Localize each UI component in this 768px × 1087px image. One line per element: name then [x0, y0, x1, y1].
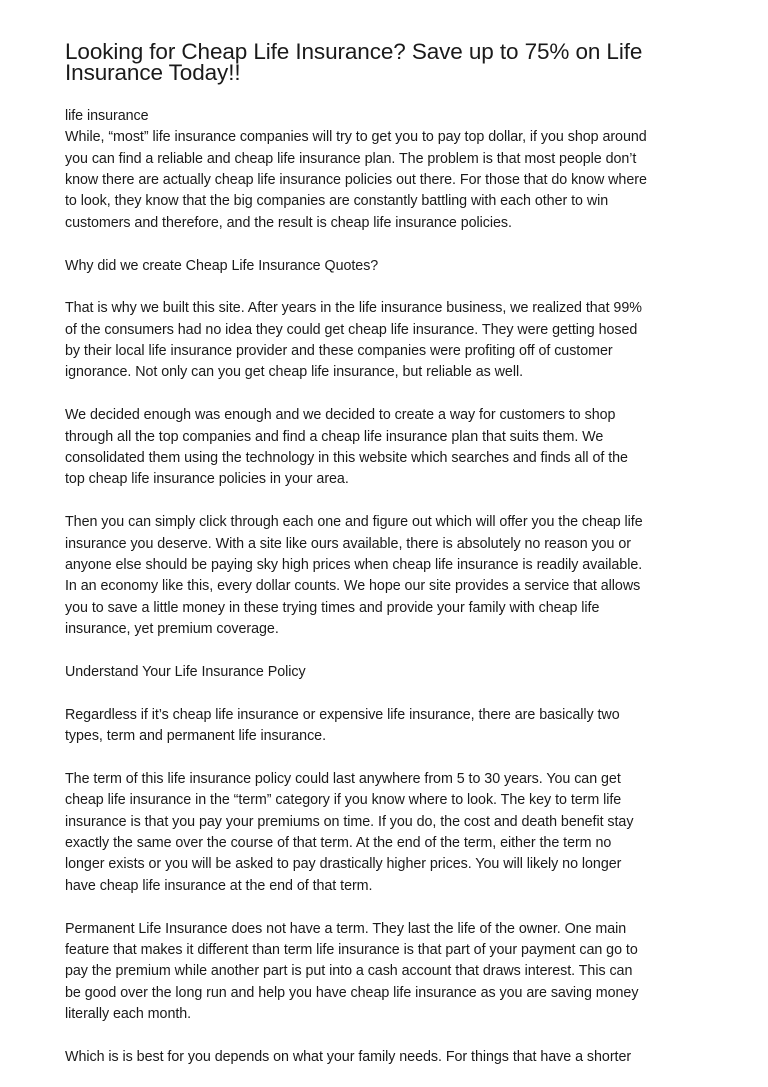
title-line: Looking for Cheap Life Insurance? Save up to 75% on Life [65, 39, 643, 64]
paragraph-spacer [65, 683, 710, 704]
text-line: anyone else should be paying sky high prices when cheap life insurance is readily available. [65, 556, 643, 573]
paragraph-spacer [65, 641, 710, 662]
paragraph [65, 512, 710, 640]
text-line: Permanent Life Insurance does not have a term. They last the life of the owner. One main [65, 920, 627, 937]
text-line: literally each month. [65, 1006, 192, 1023]
text-line: to look, they know that the big companies are constantly battling with each other to win [65, 193, 609, 210]
text-line: feature that makes it different than term life insurance is that part of your payment can go to [65, 942, 638, 959]
text-line: be good over the long run and help you have cheap life insurance as you are saving money [65, 984, 639, 1001]
paragraph-spacer [65, 748, 710, 769]
text-line: life insurance [65, 107, 149, 124]
text-line: through all the top companies and find a cheap life insurance plan that suits them. We [65, 428, 604, 445]
text-line: exactly the same over the course of that term. At the end of the term, either the term no [65, 835, 612, 852]
text-line: consolidated them using the technology in this website which searches and finds all of the [65, 450, 628, 467]
text-line: by their local life insurance provider and these companies were profiting off of customer [65, 343, 613, 360]
text-line: Regardless if it’s cheap life insurance or expensive life insurance, there are basically two [65, 706, 620, 723]
paragraph [65, 705, 710, 748]
text-line: While, “most” life insurance companies will try to get you to pay top dollar, if you shop around [65, 129, 647, 146]
text-line: you to save a little money in these trying times and provide your family with cheap life [65, 599, 600, 616]
text-line: know there are actually cheap life insurance policies out there. For those that do know where [65, 171, 647, 188]
text-line: of the consumers had no idea they could get cheap life insurance. They were getting hosed [65, 321, 638, 338]
text-line: insurance you deserve. With a site like ours available, there is absolutely no reason you or [65, 535, 631, 552]
text-line: ignorance. Not only can you get cheap life insurance, but reliable as well. [65, 364, 523, 381]
text-line: The term of this life insurance policy could last anywhere from 5 to 30 years. You can get [65, 770, 621, 787]
paragraph-spacer [65, 897, 710, 918]
text-line: Which is is best for you depends on what your family needs. For things that have a shorter [65, 1048, 632, 1065]
text-line: pay the premium while another part is put into a cash account that draws interest. This can [65, 963, 633, 980]
document-page [65, 40, 710, 1068]
text-line: longer exists or you will be asked to pay drastically higher prices. You will likely no longer [65, 856, 622, 873]
text-line: Why did we create Cheap Life Insurance Quotes? [65, 257, 379, 274]
document-body [65, 106, 710, 1069]
paragraph-spacer [65, 234, 710, 255]
text-line: Then you can simply click through each one and figure out which will offer you the cheap life [65, 514, 643, 531]
text-line: Understand Your Life Insurance Policy [65, 663, 306, 680]
paragraph-spacer [65, 384, 710, 405]
paragraph [65, 405, 710, 491]
document-title [65, 39, 710, 86]
paragraph [65, 298, 710, 384]
paragraph [65, 106, 710, 234]
text-line: have cheap life insurance at the end of that term. [65, 877, 373, 894]
paragraph [65, 769, 710, 897]
text-line: top cheap life insurance policies in your area. [65, 471, 349, 488]
text-line: In an economy like this, every dollar counts. We hope our site provides a service that allows [65, 578, 641, 595]
paragraph-spacer [65, 491, 710, 512]
text-line: types, term and permanent life insurance. [65, 728, 326, 745]
paragraph [65, 919, 710, 1026]
paragraph [65, 1047, 710, 1068]
paragraph [65, 662, 710, 683]
paragraph-spacer [65, 277, 710, 298]
text-line: customers and therefore, and the result is cheap life insurance policies. [65, 214, 512, 231]
paragraph [65, 256, 710, 277]
text-line: We decided enough was enough and we decided to create a way for customers to shop [65, 407, 616, 424]
text-line: you can find a reliable and cheap life insurance plan. The problem is that most people don’t [65, 150, 637, 167]
title-line: Insurance Today!! [65, 60, 241, 86]
text-line: That is why we built this site. After years in the life insurance business, we realized that 99% [65, 300, 642, 317]
paragraph-spacer [65, 1026, 710, 1047]
text-line: cheap life insurance in the “term” category if you know where to look. The key to term life [65, 792, 622, 809]
text-line: insurance is that you pay your premiums on time. If you do, the cost and death benefit stay [65, 813, 634, 830]
text-line: insurance, yet premium coverage. [65, 621, 279, 638]
